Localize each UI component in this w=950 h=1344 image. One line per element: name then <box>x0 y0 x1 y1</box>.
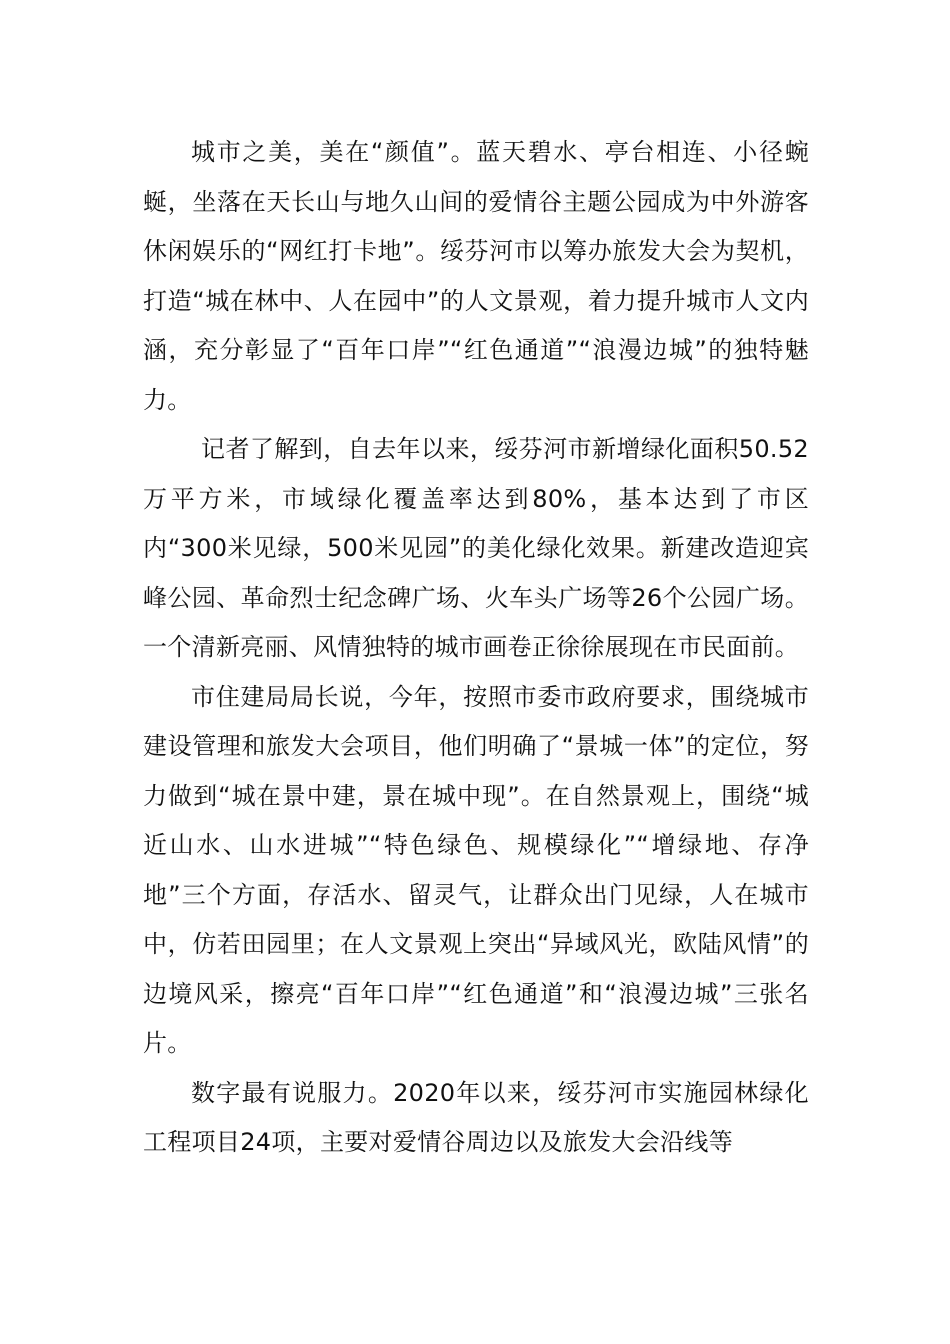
paragraph-city-beauty: 城市之美，美在“颜值”。蓝天碧水、亭台相连、小径蜿蜒，坐落在天长山与地久山间的爱情谷主题公园成为中外游客休闲娱乐的“网红打卡地”。绥芬河市以筹办旅发大会为契机，打造“城在林中、人在园中”的人文景观，着力提升城市人文内涵，充分彰显了“百年口岸”“红色通道”“浪漫边城”的独特魅力。 <box>143 138 809 414</box>
paragraph-numbers: 数字最有说服力。2020年以来，绥芬河市实施园林绿化工程项目24项，主要对爱情谷周边以及旅发大会沿线等 <box>143 1078 809 1156</box>
paragraph-greening-area: 记者了解到，自去年以来，绥芬河市新增绿化面积50.52万平方米，市域绿化覆盖率达到80%，基本达到了市区内“300米见绿，500米见园”的美化绿化效果。新建改造迎宾峰公园、革命烈士纪念碑广场、火车头广场等26个公园广场。一个清新亮丽、风情独特的城市画卷正徐徐展现在市民面前。 <box>143 435 809 661</box>
article-body <box>143 128 809 1168</box>
paragraph-housing-bureau: 市住建局局长说，今年，按照市委市政府要求，围绕城市建设管理和旅发大会项目，他们明确了“景城一体”的定位，努力做到“城在景中建，景在城中现”。在自然景观上，围绕“城近山水、山水进城”“特色绿色、规模绿化”“增绿地、存净地”三个方面，存活水、留灵气，让群众出门见绿，人在城市中，仿若田园里；在人文景观上突出“异域风光，欧陆风情”的边境风采，擦亮“百年口岸”“红色通道”和“浪漫边城”三张名片。 <box>143 682 809 1057</box>
